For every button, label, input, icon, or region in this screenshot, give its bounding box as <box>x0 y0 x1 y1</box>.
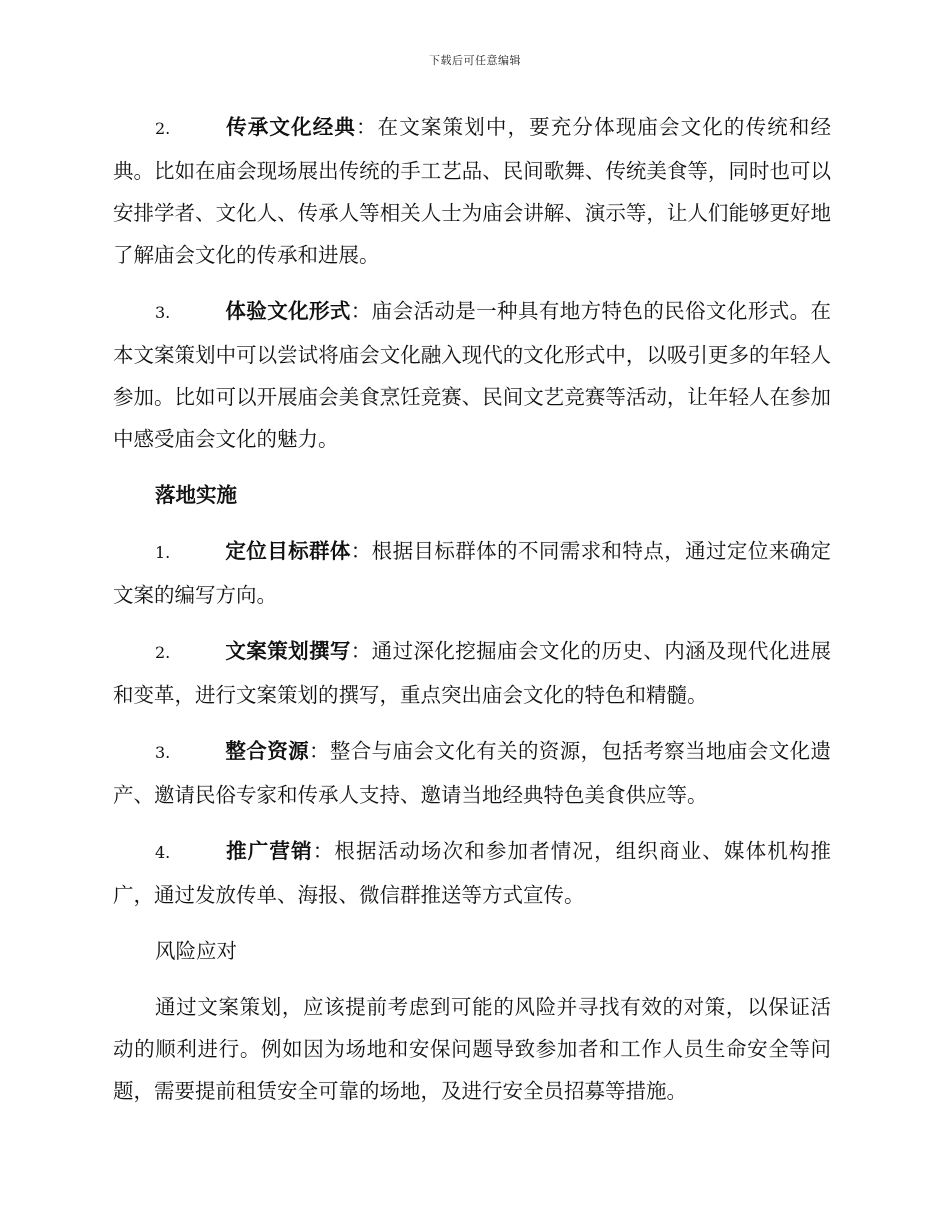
list-number: 2. <box>155 119 171 138</box>
implementation-item-3 <box>113 730 831 816</box>
list-term: 体验文化形式 <box>225 299 351 323</box>
list-number: 1. <box>155 543 171 562</box>
document-body <box>113 106 831 1126</box>
implementation-item-4 <box>113 830 831 916</box>
culture-item-3 <box>113 290 831 460</box>
list-text: ：庙会活动是一种具有地方特色的民俗文化形式。在本文案策划中可以尝试将庙会文化融入现代的文化形式中，以吸引更多的年轻人参加。比如可以开展庙会美食烹饪竞赛、民间文艺竞赛等活动，让年轻人在参加中感受庙会文化的魅力。 <box>113 299 832 451</box>
list-text: ：根据活动场次和参加者情况，组织商业、媒体机构推广，通过发放传单、海报、微信群推送等方式宣传。 <box>113 839 832 907</box>
list-number: 2. <box>155 643 171 662</box>
list-number: 3. <box>155 303 171 322</box>
culture-item-2 <box>113 106 831 276</box>
list-number: 4. <box>155 843 171 862</box>
implementation-item-1 <box>113 530 831 616</box>
heading-implementation: 落地实施 <box>155 483 237 507</box>
list-term: 整合资源 <box>225 739 309 763</box>
list-text: ：在文案策划中，要充分体现庙会文化的传统和经典。比如在庙会现场展出传统的手工艺品、民间歌舞、传统美食等，同时也可以安排学者、文化人、传承人等相关人士为庙会讲解、演示等，让人们能够更好地了解庙会文化的传承和进展。 <box>113 115 831 267</box>
list-number: 3. <box>155 743 171 762</box>
list-term: 文案策划撰写 <box>225 639 351 663</box>
risk-paragraph: 通过文案策划，应该提前考虑到可能的风险并寻找有效的对策，以保证活动的顺利进行。例如因为场地和安保问题导致参加者和工作人员生命安全等问题，需要提前租赁安全可靠的场地，及进行安全员招募等措施。 <box>113 995 831 1103</box>
implementation-item-2 <box>113 630 831 716</box>
list-term: 定位目标群体 <box>225 539 351 563</box>
heading-risk: 风险应对 <box>155 939 237 963</box>
list-text: ：根据目标群体的不同需求和特点，通过定位来确定文案的编写方向。 <box>113 539 832 607</box>
list-term: 传承文化经典 <box>225 115 356 139</box>
list-term: 推广营销 <box>225 839 313 863</box>
page-header: 下载后可任意编辑 <box>429 54 521 67</box>
list-text: ：通过深化挖掘庙会文化的历史、内涵及现代化进展和变革，进行文案策划的撰写，重点突出庙会文化的特色和精髓。 <box>113 639 832 707</box>
list-text: ：整合与庙会文化有关的资源，包括考察当地庙会文化遗产、邀请民俗专家和传承人支持、邀请当地经典特色美食供应等。 <box>113 739 832 807</box>
